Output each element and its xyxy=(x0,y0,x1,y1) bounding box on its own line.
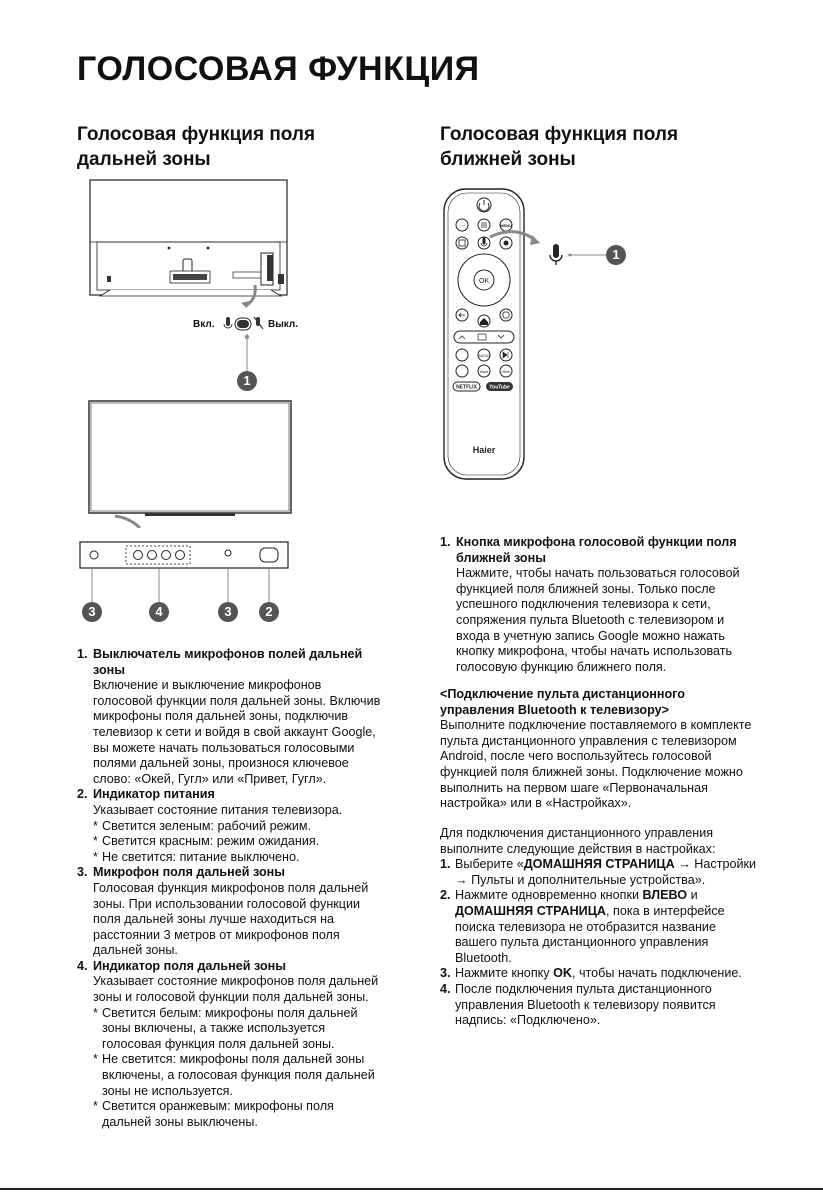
svg-text:NETFLIX: NETFLIX xyxy=(456,384,477,391)
callout-3-b: 3 xyxy=(218,602,238,622)
svg-text:Wave: Wave xyxy=(479,370,489,374)
svg-text:OK: OK xyxy=(478,278,490,285)
svg-text:Haier: Haier xyxy=(472,445,496,455)
callout-1-near: 1 xyxy=(606,245,626,265)
tv-front-illustration xyxy=(85,398,300,528)
near-field-heading: Голосовая функция поля ближней зоны xyxy=(440,124,679,170)
list-item: 4. Индикатор поля дальней зоны Указывает состояние микрофонов поля дальней зоны и голосовой функции поля дальней зоны. * Светится белым: микрофоны поля дальней зоны включены, а также используется голосовая функция поля дальней зоны. * Не светится: микрофоны поля дальней зоны включены, а голосовая функция поля дальней зоны не используется. * Светится оранжевым: микрофоны поля дальней зоны выключены. xyxy=(77,958,379,1129)
footer-rule xyxy=(0,1188,823,1190)
switch-on-label: Вкл. xyxy=(193,319,215,330)
mic-callout-icon xyxy=(553,244,559,258)
panel-callout-lines xyxy=(85,572,285,608)
steps-section: Для подключения дистанционного управления выполните следующие действия в настройках: 1. Выберите «ДОМАШНЯЯ СТРАНИЦА → Настройки → Пульты и дополнительные устройства». 2. Нажмите одновременно кнопки ВЛЕВО и ДОМАШНЯЯ СТРАНИЦА, пока в интерфейсе поиска телевизора не отобразится название вашего пульта дистанционного управления Bluetooth. 3. Нажмите кнопку OK, чтобы начать подключение. 4. После подключения пульта дистанционного управления Bluetooth к телевизору появится надпись: «Подключено». xyxy=(440,826,757,1028)
callout-2: 2 xyxy=(259,602,279,622)
svg-text:AUDIO: AUDIO xyxy=(478,354,490,358)
remote-illustration xyxy=(440,185,640,485)
bluetooth-section: <Подключение пульта дистанционного управления Bluetooth к телевизору> Выполните подключение поставляемого в комплекте пульта дистанционного управления с телевизором Android, после чего воспользуйтесь голосовой функцией поля ближней зоны. Подключение можно выполнить на первом шаге «Первоначальная настройка» или в «Настройках». xyxy=(440,687,752,811)
svg-text:MENU: MENU xyxy=(500,223,512,228)
far-field-list xyxy=(77,647,417,1130)
svg-text:Other: Other xyxy=(501,370,511,374)
callout-3-a: 3 xyxy=(82,602,102,622)
svg-text:YouTube: YouTube xyxy=(489,384,510,391)
switch-off-label: Выкл. xyxy=(268,319,299,330)
control-panel-illustration xyxy=(78,540,293,575)
near-field-list xyxy=(440,535,800,675)
list-item: 1. Кнопка микрофона голосовой функции поля ближней зоны Нажмите, чтобы начать пользоваться голосовой функцией поля ближней зоны. Только после успешного подключения телевизора к сети, сопряжения пульта Bluetooth с телевизором и входа в учетную запись Google можно нажать кнопку микрофона, чтобы начать использовать голосовую функцию ближнего поля. xyxy=(440,535,740,674)
callout-line xyxy=(240,334,254,374)
tv-back-illustration xyxy=(85,175,300,310)
callout-1-far: 1 xyxy=(237,371,257,391)
list-item: 2. Индикатор питания Указывает состояние питания телевизора. * Светится зеленым: рабочий режим. * Светится красным: режим ожидания. * Не светится: питание выключено. xyxy=(77,787,343,864)
far-field-heading: Голосовая функция поля дальней зоны xyxy=(77,124,316,170)
page-title: ГОЛОСОВАЯ ФУНКЦИЯ xyxy=(77,50,480,88)
list-item: 1. Выключатель микрофонов полей дальней зоны Включение и выключение микрофонов голосовой функции поля дальней зоны. Включив микрофоны поля дальней зоны, подключив телевизор к сети и войдя в свой аккаунт Google, вы можете начать пользоваться голосовыми полями дальней зоны, произнося ключевое слово: «Окей, Гугл» или «Привет, Гугл». xyxy=(77,647,381,786)
svg-text:····: ···· xyxy=(458,223,466,229)
mic-switch-icon xyxy=(222,316,266,332)
list-item: 3. Микрофон поля дальней зоны Голосовая функция микрофонов поля дальней зоны. При использовании голосовой функции поля дальней зоны лучше находиться на расстоянии 3 метров от микрофонов поля дальней зоны. xyxy=(77,865,369,958)
callout-4: 4 xyxy=(149,602,169,622)
